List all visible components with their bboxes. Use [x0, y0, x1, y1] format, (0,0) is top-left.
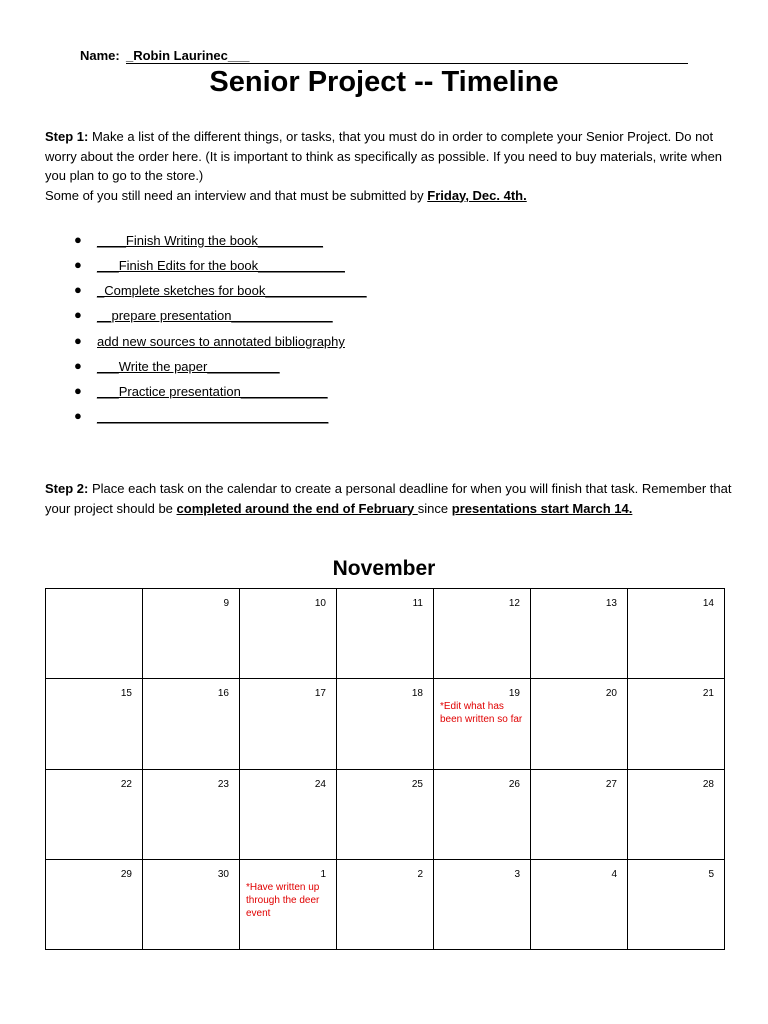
- day-number: 10: [314, 598, 326, 609]
- calendar-day-cell[interactable]: [143, 769, 240, 859]
- day-number: 12: [508, 598, 520, 609]
- calendar-day-cell[interactable]: [240, 679, 337, 769]
- bullet-icon: ●: [74, 358, 82, 373]
- bullet-icon: ●: [74, 383, 82, 398]
- step1-deadline: Friday, Dec. 4th.: [427, 187, 527, 203]
- task-text[interactable]: ___Write the paper__________: [97, 359, 280, 374]
- step2-instructions: [45, 479, 735, 518]
- day-number: 13: [605, 598, 617, 609]
- day-number: 20: [605, 688, 617, 700]
- calendar-note: *Have written up through the deer event: [246, 881, 320, 919]
- calendar-day-cell[interactable]: [240, 859, 337, 949]
- list-item: [0, 283, 768, 303]
- calendar-grid: [45, 588, 725, 950]
- bullet-icon: ●: [74, 307, 82, 322]
- step1-text: Make a list of the different things, or tasks, that you must do in order to complete your Senior Project. Do not worry about the order here. (It is important to think as specifically as possible. If you need to buy materials, write when you plan to go to the store.): [45, 129, 723, 183]
- calendar-day-cell[interactable]: [46, 589, 143, 679]
- calendar-week: [46, 859, 725, 949]
- calendar-day-cell[interactable]: [434, 859, 531, 949]
- calendar-day-cell[interactable]: [337, 679, 434, 769]
- name-field[interactable]: [126, 48, 688, 64]
- calendar-day-cell[interactable]: [531, 589, 628, 679]
- day-number: 26: [508, 778, 520, 790]
- calendar-day-cell[interactable]: [143, 679, 240, 769]
- day-number: 2: [417, 868, 423, 880]
- step2-label: Step 2:: [45, 481, 89, 496]
- step1-instructions: [45, 127, 735, 205]
- step1-label: Step 1:: [45, 129, 89, 144]
- calendar-day-cell[interactable]: [46, 859, 143, 949]
- day-number: 9: [223, 598, 229, 609]
- calendar-day-cell[interactable]: [434, 589, 531, 679]
- list-item: [0, 308, 768, 328]
- calendar-day-cell[interactable]: [337, 769, 434, 859]
- day-number: 23: [217, 778, 229, 790]
- day-number: 30: [217, 868, 229, 880]
- day-number: 21: [702, 688, 714, 700]
- calendar-day-cell[interactable]: [434, 679, 531, 769]
- day-number: 15: [120, 688, 132, 700]
- day-number: 29: [120, 868, 132, 880]
- day-number: 17: [314, 688, 326, 700]
- day-number: 24: [314, 778, 326, 790]
- day-number: 25: [411, 778, 423, 790]
- calendar-day-cell[interactable]: [628, 769, 725, 859]
- day-number: 16: [217, 688, 229, 700]
- calendar-note: *Edit what has been written so far: [440, 701, 523, 726]
- step2-emphasis-presentations: presentations start March 14.: [451, 500, 633, 516]
- day-number: 28: [702, 778, 714, 790]
- calendar-day-cell[interactable]: [337, 859, 434, 949]
- step2-mid: since: [417, 500, 452, 516]
- day-number: 18: [411, 688, 423, 700]
- day-number: 1: [320, 868, 326, 880]
- task-text[interactable]: add new sources to annotated bibliography: [97, 334, 345, 349]
- calendar-day-cell[interactable]: [337, 589, 434, 679]
- calendar-day-cell[interactable]: [628, 679, 725, 769]
- list-item: [0, 384, 768, 404]
- step2-text: Place each task on the calendar to create a personal deadline for when you will finish that task. Remember that your project should be: [45, 481, 732, 516]
- task-text[interactable]: ___Finish Edits for the book____________: [97, 258, 345, 273]
- task-text[interactable]: _Complete sketches for book______________: [97, 283, 367, 298]
- calendar-day-cell[interactable]: [46, 769, 143, 859]
- day-number: 22: [120, 778, 132, 790]
- calendar-day-cell[interactable]: [434, 769, 531, 859]
- bullet-icon: ●: [74, 333, 82, 348]
- bullet-icon: ●: [74, 282, 82, 297]
- task-text[interactable]: ____Finish Writing the book_________: [97, 233, 323, 248]
- list-item: [0, 409, 768, 429]
- calendar-day-cell[interactable]: [143, 589, 240, 679]
- list-item: [0, 233, 768, 253]
- list-item: [0, 334, 768, 354]
- calendar-day-cell[interactable]: [531, 859, 628, 949]
- calendar-day-cell[interactable]: [628, 859, 725, 949]
- calendar-day-cell[interactable]: [46, 679, 143, 769]
- step1-line2: Some of you still need an interview and that must be submitted by: [45, 187, 428, 203]
- name-line: [80, 48, 688, 66]
- task-text[interactable]: ________________________________: [97, 409, 329, 424]
- name-value: _Robin Laurinec___: [126, 48, 250, 63]
- calendar-week: [46, 769, 725, 859]
- name-label: Name:: [80, 48, 120, 63]
- task-text[interactable]: __prepare presentation______________: [97, 308, 333, 323]
- day-number: 5: [708, 868, 714, 880]
- day-number: 19: [508, 688, 520, 700]
- page-title: Senior Project -- Timeline: [209, 66, 559, 98]
- day-number: 11: [412, 598, 423, 609]
- calendar-day-cell[interactable]: [240, 769, 337, 859]
- calendar-day-cell[interactable]: [143, 859, 240, 949]
- calendar-week: [46, 589, 725, 679]
- list-item: [0, 359, 768, 379]
- bullet-icon: ●: [74, 408, 82, 423]
- step2-emphasis-february: completed around the end of February: [176, 500, 418, 516]
- calendar-day-cell[interactable]: [240, 589, 337, 679]
- calendar-week: [46, 679, 725, 769]
- bullet-icon: ●: [74, 257, 82, 272]
- calendar-day-cell[interactable]: [531, 679, 628, 769]
- calendar-month-title: November: [332, 557, 436, 580]
- day-number: 27: [605, 778, 617, 790]
- day-number: 14: [702, 598, 714, 609]
- calendar-day-cell[interactable]: [531, 769, 628, 859]
- day-number: 3: [514, 868, 520, 880]
- calendar-day-cell[interactable]: [628, 589, 725, 679]
- bullet-icon: ●: [74, 232, 82, 247]
- list-item: [0, 258, 768, 278]
- task-text[interactable]: ___Practice presentation____________: [97, 384, 328, 399]
- day-number: 4: [611, 868, 617, 880]
